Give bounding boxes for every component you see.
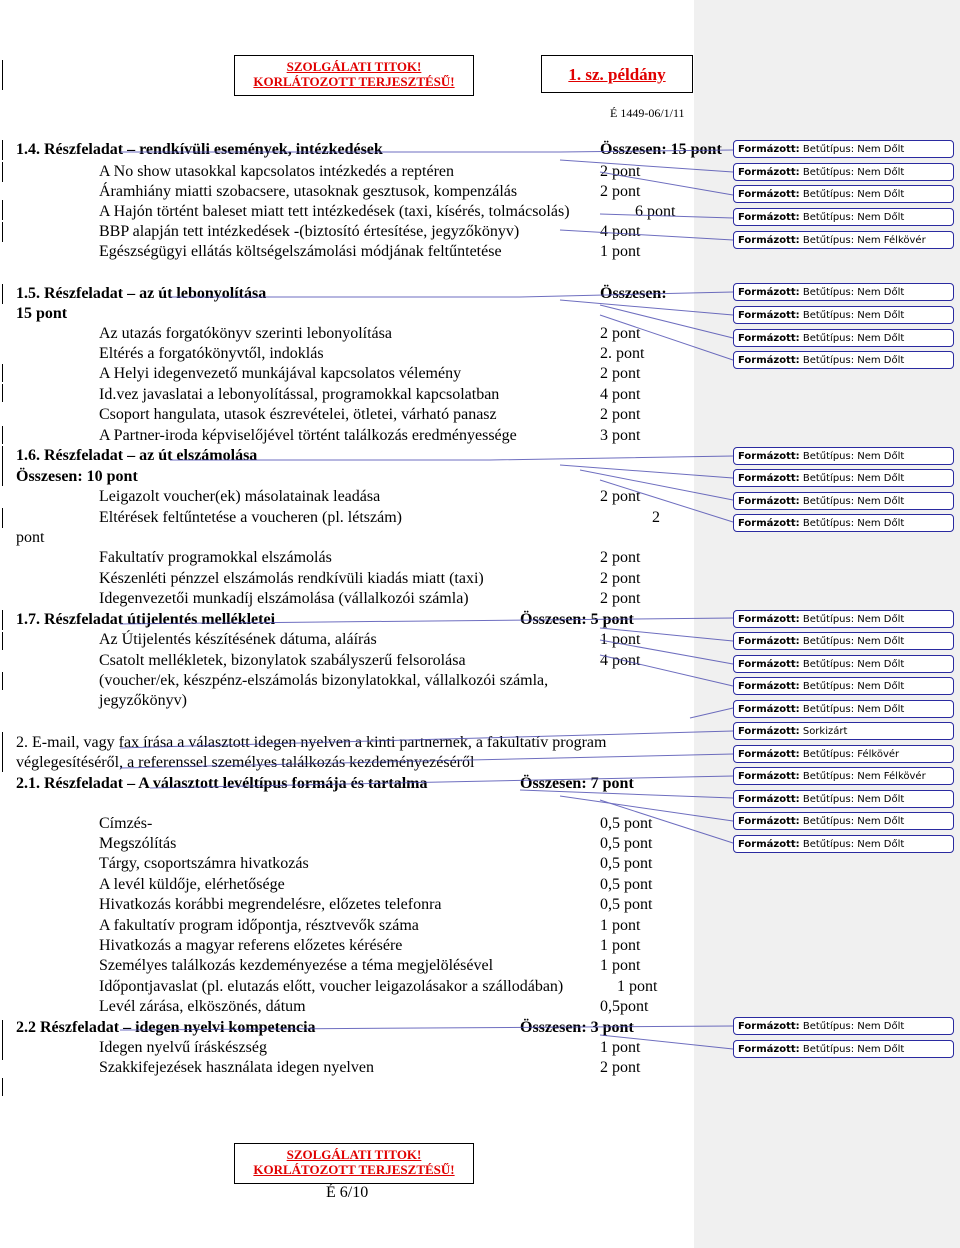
- item-points: 0,5 pont: [600, 876, 653, 893]
- list-item: (voucher/ek, készpénz-elszámolás bizonylatokkal, vállalkozói számla,: [99, 672, 549, 689]
- format-comment[interactable]: [733, 469, 954, 487]
- item-points: 1 pont: [600, 957, 641, 974]
- format-comment[interactable]: [733, 790, 954, 808]
- section-2-2-title: 2.2 Részfeladat – idegen nyelvi kompetencia: [16, 1019, 316, 1036]
- list-item: Eltérések feltűntetése a voucheren (pl. létszám): [99, 509, 402, 526]
- section-1-5-total-2: 15 pont: [16, 305, 68, 322]
- section-2-1-total: Összesen: 7 pont: [520, 775, 634, 792]
- format-comment[interactable]: [733, 632, 954, 650]
- format-comment[interactable]: [733, 700, 954, 718]
- comment-key: Formázott:: [738, 167, 800, 178]
- comment-value: Betűtípus: Nem Dőlt: [802, 310, 905, 321]
- item-points: 0,5 pont: [600, 855, 653, 872]
- list-item: A fakultatív program időpontja, résztvevők száma: [99, 917, 419, 934]
- comment-value: Betűtípus: Nem Dőlt: [802, 1021, 905, 1032]
- page-number: É 6/10: [326, 1184, 369, 1201]
- comment-value: Betűtípus: Nem Dőlt: [802, 144, 905, 155]
- format-comment[interactable]: [733, 329, 954, 347]
- comment-key: Formázott:: [738, 771, 800, 782]
- item-points: 2 pont: [600, 570, 641, 587]
- item-points: 4 pont: [600, 223, 641, 240]
- comment-value: Betűtípus: Nem Dőlt: [802, 355, 905, 366]
- format-comment[interactable]: [733, 283, 954, 301]
- comment-value: Betűtípus: Nem Dőlt: [802, 518, 905, 529]
- format-comment[interactable]: [733, 722, 954, 740]
- item-points: 2 pont: [600, 406, 641, 423]
- list-item: Áramhiány miatti szobacsere, utasoknak gesztusok, kompenzálás: [99, 183, 518, 200]
- item-points: 0,5 pont: [600, 835, 653, 852]
- comment-key: Formázott:: [738, 749, 800, 760]
- section-1-4-total: Összesen: 15 pont: [600, 141, 722, 158]
- section-1-6-total: Összesen: 10 pont: [16, 468, 138, 485]
- list-item: Tárgy, csoportszámra hivatkozás: [99, 855, 309, 872]
- list-item: Az utazás forgatókönyv szerinti lebonyolítása: [99, 325, 392, 342]
- comment-value: Betűtípus: Nem Dőlt: [802, 333, 905, 344]
- list-item: A Hajón történt baleset miatt tett intézkedések (taxi, kísérés, tolmácsolás): [99, 203, 570, 220]
- comment-key: Formázott:: [738, 235, 800, 246]
- item-points: 0,5 pont: [600, 896, 653, 913]
- comment-value: Betűtípus: Nem Félkövér: [802, 235, 926, 246]
- list-item: Fakultatív programokkal elszámolás: [99, 549, 332, 566]
- comment-value: Betűtípus: Nem Dőlt: [802, 614, 905, 625]
- list-item: BBP alapján tett intézkedések -(biztosító értesítése, jegyzőkönyv): [99, 223, 520, 240]
- copy-number: 1. sz. példány: [568, 65, 666, 84]
- list-item: Eltérés a forgatókönyvtől, indoklás: [99, 345, 324, 362]
- comment-value: Betűtípus: Nem Dőlt: [802, 1044, 905, 1055]
- section-1-5-total: Összesen:: [600, 285, 667, 302]
- section-2-title-line2: véglegesítéséről, a referenssel személyes találkozás kezdeményezéséről: [16, 754, 475, 771]
- list-item: Szakkifejezések használata idegen nyelven: [99, 1059, 374, 1076]
- comment-key: Formázott:: [738, 794, 800, 805]
- comment-value: Betűtípus: Nem Dőlt: [802, 794, 905, 805]
- list-item: Készenléti pénzzel elszámolás rendkívüli kiadás miatt (taxi): [99, 570, 484, 587]
- comment-value: Betűtípus: Nem Dőlt: [802, 816, 905, 827]
- format-comment[interactable]: [733, 208, 954, 226]
- comment-key: Formázott:: [738, 659, 800, 670]
- format-comment[interactable]: [733, 163, 954, 181]
- comment-key: Formázott:: [738, 839, 800, 850]
- comment-key: Formázott:: [738, 451, 800, 462]
- list-item: A levél küldője, elérhetősége: [99, 876, 285, 893]
- item-points: 1 pont: [617, 978, 658, 995]
- comment-value: Betűtípus: Nem Dőlt: [802, 681, 905, 692]
- item-points: 0,5 pont: [600, 815, 653, 832]
- list-item: A Helyi idegenvezető munkájával kapcsolatos vélemény: [99, 365, 462, 382]
- secret-line1: SZOLGÁLATI TITOK!: [286, 1147, 422, 1162]
- item-points: 2 pont: [600, 1059, 641, 1076]
- list-item: Id.vez javaslatai a lebonyolítással, programokkal kapcsolatban: [99, 386, 500, 403]
- secret-stamp-footer: [234, 1143, 474, 1184]
- comment-value: Betűtípus: Nem Dőlt: [802, 287, 905, 298]
- format-comment[interactable]: [733, 306, 954, 324]
- comment-key: Formázott:: [738, 636, 800, 647]
- list-item: pont: [16, 529, 45, 546]
- section-2-title-line1: 2. E-mail, vagy fax írása a választott idegen nyelven a kinti partnernek, a fakultatív program: [16, 734, 607, 751]
- list-item: Levél zárása, elköszönés, dátum: [99, 998, 306, 1015]
- list-item: Csoport hangulata, utasok észrevételei, ötletei, várható panasz: [99, 406, 497, 423]
- format-comment[interactable]: [733, 1040, 954, 1058]
- secret-line1: SZOLGÁLATI TITOK!: [286, 59, 422, 74]
- item-points: 6 pont: [635, 203, 676, 220]
- comment-value: Sorkizárt: [802, 726, 848, 737]
- comment-key: Formázott:: [738, 189, 800, 200]
- item-points: 2 pont: [600, 163, 641, 180]
- list-item: Címzés-: [99, 815, 153, 832]
- comment-key: Formázott:: [738, 681, 800, 692]
- list-item: Leigazolt voucher(ek) másolatainak leadása: [99, 488, 381, 505]
- list-item: Idegen nyelvű íráskészség: [99, 1039, 267, 1056]
- item-points: 2 pont: [600, 549, 641, 566]
- comment-value: Betűtípus: Nem Dőlt: [802, 212, 905, 223]
- format-comment[interactable]: [733, 351, 954, 369]
- comment-value: Betűtípus: Félkövér: [802, 749, 900, 760]
- section-2-1-title: 2.1. Részfeladat – A választott levéltípus formája és tartalma: [16, 775, 428, 792]
- item-points: 2: [652, 509, 660, 526]
- comment-key: Formázott:: [738, 310, 800, 321]
- format-comment[interactable]: [733, 745, 954, 763]
- item-points: 0,5pont: [600, 998, 649, 1015]
- comment-key: Formázott:: [738, 726, 800, 737]
- comment-value: Betűtípus: Nem Dőlt: [802, 451, 905, 462]
- list-item: Csatolt mellékletek, bizonylatok szabályszerű felsorolása: [99, 652, 466, 669]
- item-points: 2 pont: [600, 488, 641, 505]
- format-comment[interactable]: [733, 677, 954, 695]
- list-item: Hivatkozás korábbi megrendelésre, előzetes telefonra: [99, 896, 442, 913]
- item-points: 2 pont: [600, 183, 641, 200]
- comment-value: Betűtípus: Nem Dőlt: [802, 636, 905, 647]
- format-comment[interactable]: [733, 492, 954, 510]
- format-comment[interactable]: [733, 140, 954, 158]
- item-points: 3 pont: [600, 427, 641, 444]
- comment-key: Formázott:: [738, 496, 800, 507]
- item-points: 4 pont: [600, 386, 641, 403]
- format-comment[interactable]: [733, 231, 954, 249]
- comment-value: Betűtípus: Nem Dőlt: [802, 659, 905, 670]
- list-item: jegyzőkönyv): [99, 692, 187, 709]
- format-comment[interactable]: [733, 610, 954, 628]
- list-item: Az Útijelentés készítésének dátuma, aláírás: [99, 631, 377, 648]
- comment-key: Formázott:: [738, 355, 800, 366]
- list-item: Hivatkozás a magyar referens előzetes kérésére: [99, 937, 403, 954]
- item-points: 1 pont: [600, 1039, 641, 1056]
- item-points: 2 pont: [600, 365, 641, 382]
- comment-value: Betűtípus: Nem Dőlt: [802, 496, 905, 507]
- secret-line2: KORLÁTOZOTT TERJESZTÉSŰ!: [253, 1162, 455, 1177]
- list-item: Megszólítás: [99, 835, 177, 852]
- format-comment[interactable]: [733, 655, 954, 673]
- item-points: 1 pont: [600, 631, 641, 648]
- list-item: A Partner-iroda képviselőjével történt találkozás eredményessége: [99, 427, 517, 444]
- comment-key: Formázott:: [738, 287, 800, 298]
- section-1-6-title: 1.6. Részfeladat – az út elszámolása: [16, 447, 258, 464]
- item-points: 2 pont: [600, 325, 641, 342]
- comment-key: Formázott:: [738, 473, 800, 484]
- comment-key: Formázott:: [738, 816, 800, 827]
- comment-key: Formázott:: [738, 518, 800, 529]
- format-comment[interactable]: [733, 835, 954, 853]
- format-comment[interactable]: [733, 514, 954, 532]
- list-item: Idegenvezetői munkadíj elszámolása (vállalkozói számla): [99, 590, 469, 607]
- comment-value: Betűtípus: Nem Dőlt: [802, 189, 905, 200]
- section-1-7-title: 1.7. Részfeladat útijelentés mellékletei: [16, 611, 276, 628]
- comment-key: Formázott:: [738, 333, 800, 344]
- list-item: Személyes találkozás kezdeményezése a téma megjelölésével: [99, 957, 494, 974]
- document-reference: É 1449-06/1/11: [610, 106, 685, 120]
- item-points: 1 pont: [600, 937, 641, 954]
- section-1-7-total: Összesen: 5 pont: [520, 611, 634, 628]
- comment-value: Betűtípus: Nem Dőlt: [802, 473, 905, 484]
- format-comment[interactable]: [733, 1017, 954, 1035]
- comment-key: Formázott:: [738, 144, 800, 155]
- comment-value: Betűtípus: Nem Dőlt: [802, 839, 905, 850]
- comment-value: Betűtípus: Nem Félkövér: [802, 771, 926, 782]
- list-item: Időpontjavaslat (pl. elutazás előtt, voucher leigazolásakor a szállodában): [99, 978, 564, 995]
- comment-value: Betűtípus: Nem Dőlt: [802, 704, 905, 715]
- comment-key: Formázott:: [738, 704, 800, 715]
- comment-key: Formázott:: [738, 212, 800, 223]
- list-item: A No show utasokkal kapcsolatos intézkedés a reptéren: [99, 163, 455, 180]
- comment-key: Formázott:: [738, 1021, 800, 1032]
- item-points: 1 pont: [600, 243, 641, 260]
- format-comment[interactable]: [733, 185, 954, 203]
- item-points: 1 pont: [600, 917, 641, 934]
- format-comment[interactable]: [733, 447, 954, 465]
- item-points: 2 pont: [600, 590, 641, 607]
- section-2-2-total: Összesen: 3 pont: [520, 1019, 634, 1036]
- comment-key: Formázott:: [738, 1044, 800, 1055]
- format-comment[interactable]: [733, 767, 954, 785]
- section-1-5-title: 1.5. Részfeladat – az út lebonyolítása: [16, 285, 267, 302]
- comment-key: Formázott:: [738, 614, 800, 625]
- format-comment[interactable]: [733, 812, 954, 830]
- section-1-4-title: 1.4. Részfeladat – rendkívüli események, intézkedések: [16, 141, 383, 158]
- comment-value: Betűtípus: Nem Dőlt: [802, 167, 905, 178]
- secret-line2: KORLÁTOZOTT TERJESZTÉSŰ!: [253, 74, 455, 89]
- item-points: 2. pont: [600, 345, 645, 362]
- list-item: Egészségügyi ellátás költségelszámolási módjának feltűntetése: [99, 243, 502, 260]
- item-points: 4 pont: [600, 652, 641, 669]
